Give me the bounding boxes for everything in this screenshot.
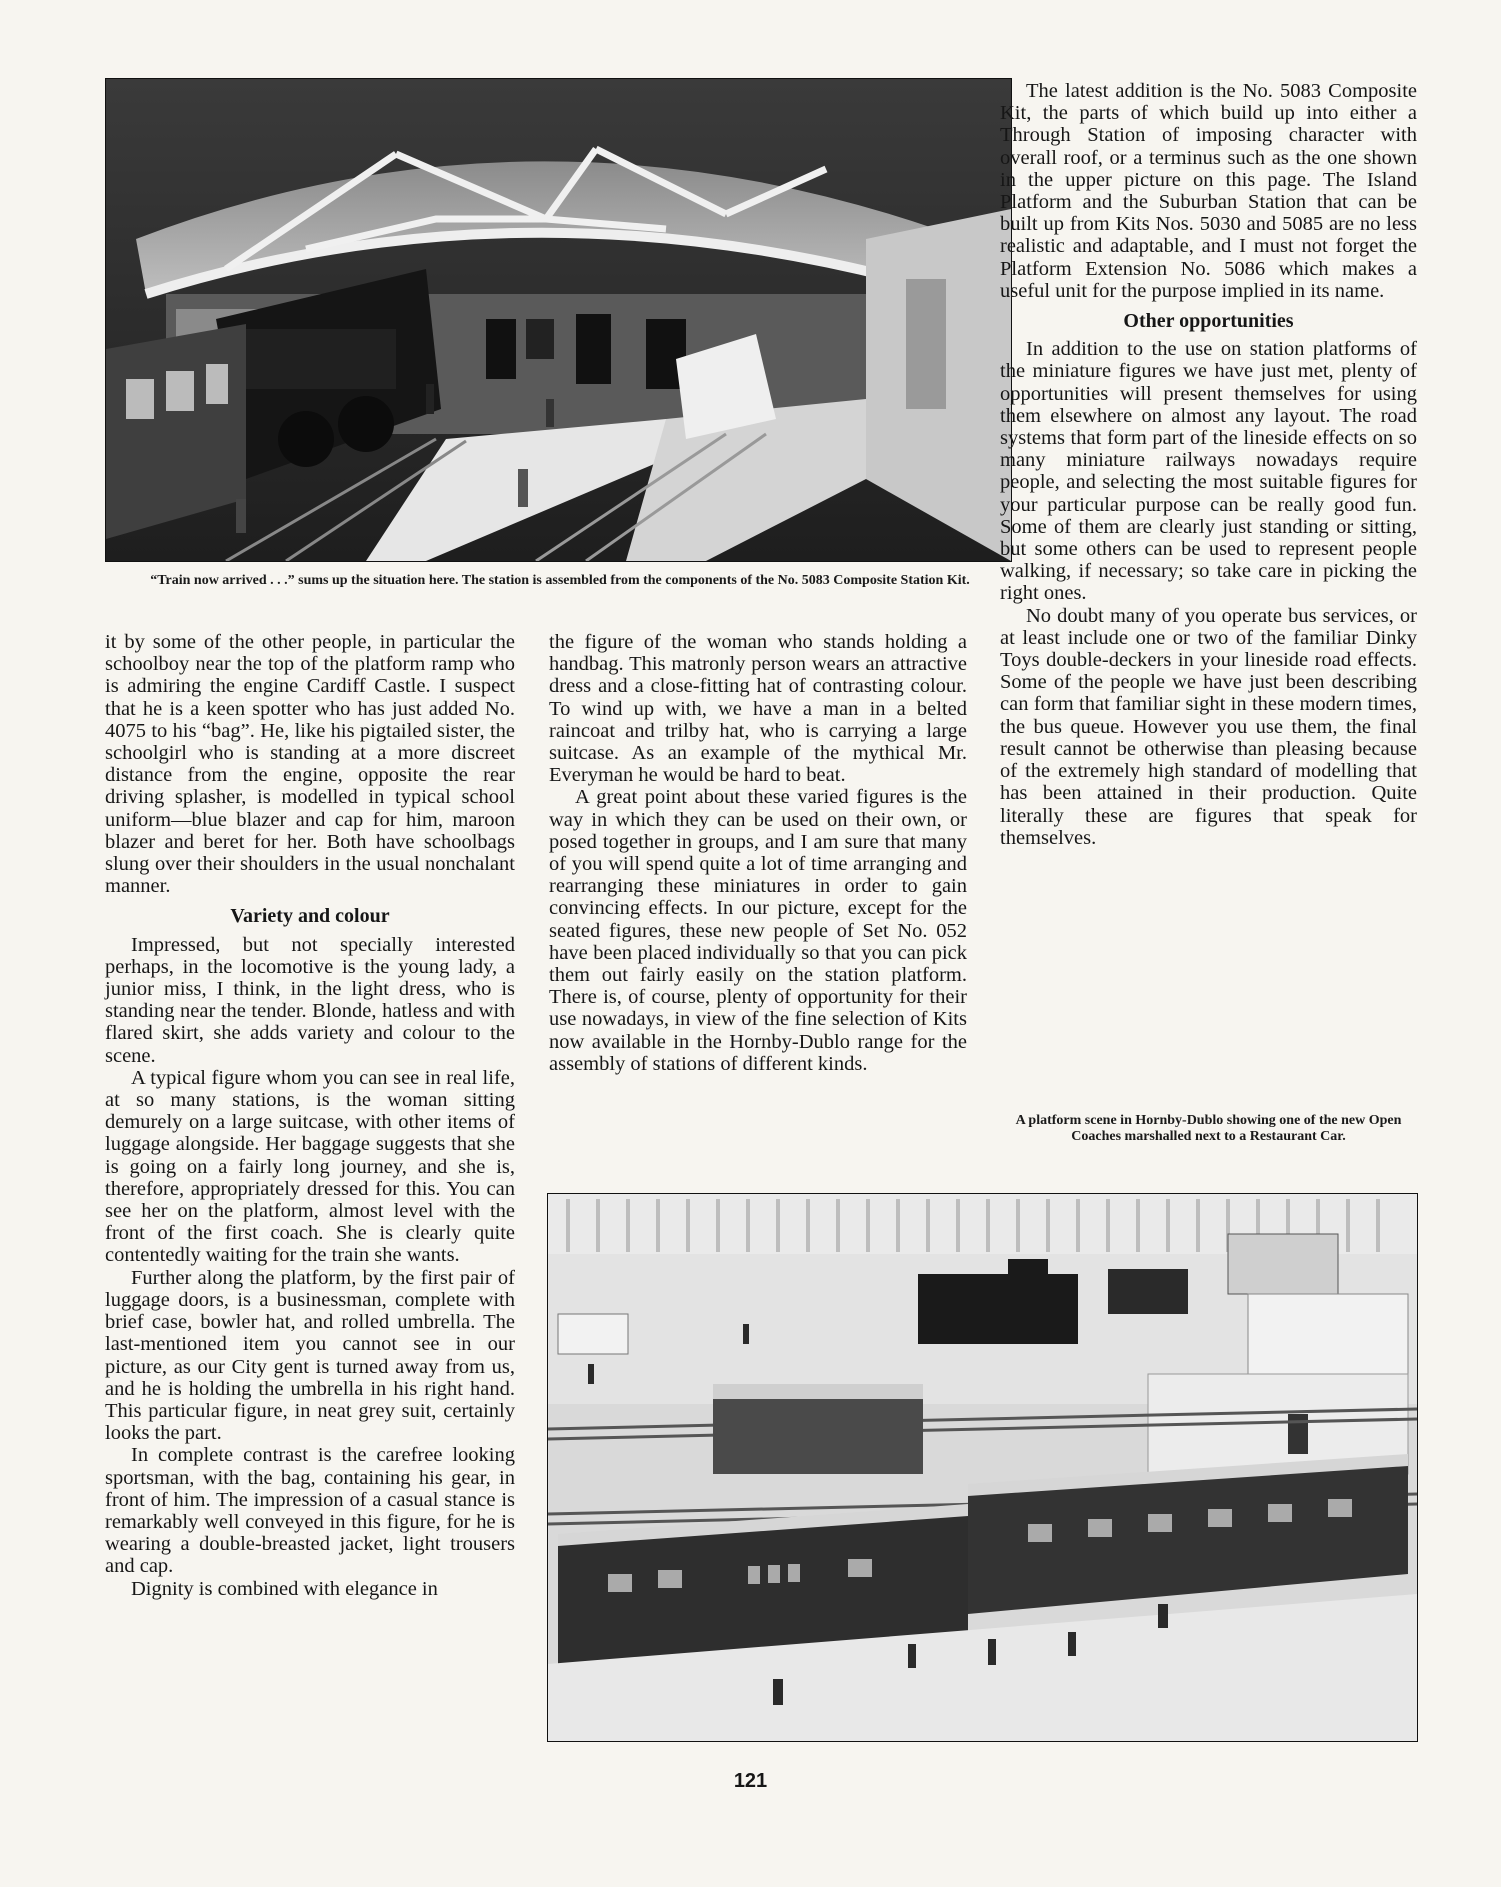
- paragraph: Dignity is combined with elegance in: [131, 1577, 438, 1600]
- bottom-photo-caption: A platform scene in Hornby-Dublo showing one of the new Open Coaches marshalled next to a Restaurant Car.: [1015, 1113, 1402, 1144]
- paragraph: Impressed, but not specially interested perhaps, in the locomotive is the young lady, a junior miss, I think, in the light dress, who is standing near the tender. Blonde, hatless and with flared skirt, she adds variety and colour to the scene.: [105, 933, 515, 1067]
- column-right: [1000, 80, 1417, 849]
- paragraph: the figure of the woman who stands holding a handbag. This matronly person wears an attractive dress and a close-fitting hat of contrasting colour. To wind up with, we have a man in a belted raincoat and trilby hat, who is carrying a large suitcase. As an example of the mythical Mr. Everyman he would be hard to beat.: [549, 631, 967, 787]
- section-heading-variety: Variety and colour: [230, 905, 390, 928]
- paragraph: In complete contrast is the carefree looking sportsman, with the bag, containing his gear, in front of him. The impression of a casual stance is remarkably well conveyed in this figure, for he is wearing a double-breasted jacket, light trousers and cap.: [105, 1444, 515, 1578]
- paragraph: it by some of the other people, in particular the schoolboy near the top of the platform ramp who is admiring the engine Cardiff Castle. I suspect that he is a keen spotter who has just added No. 4075 to his “bag”. He, like his pigtailed sister, the schoolgirl who is standing at a more discreet distance from the engine, opposite the rear driving splasher, is modelled in typical school uniform—blue blazer and cap for him, maroon blazer and beret for her. Both have schoolbags slung over their shoulders in the usual nonchalant manner.: [105, 631, 515, 898]
- column-left: [105, 631, 515, 1600]
- column-middle: [549, 631, 967, 1075]
- paragraph: Further along the platform, by the first pair of luggage doors, is a businessman, complete with brief case, bowler hat, and rolled umbrella. The last-mentioned item you cannot see in our picture, as our City gent is turned away from us, and he is holding the umbrella in his right hand. This particular figure, in neat grey suit, certainly looks the part.: [105, 1266, 515, 1445]
- paragraph: In addition to the use on station platforms of the miniature figures we have just met, plenty of opportunities will present themselves for using them elsewhere on almost any layout. The road systems that form part of the lineside effects on so many miniature railways nowadays require people, and selecting the most suitable figures for your particular purpose can be really good fun. Some of them are clearly just standing or sitting, but some others can be used to represent people walking, if necessary; so take care in picking the right ones.: [1000, 338, 1417, 605]
- paragraph: A typical figure whom you can see in real life, at so many stations, is the woman sitting demurely on a large suitcase, with other items of luggage alongside. Her baggage suggests that she is going on a fairly long journey, and she is, therefore, appropriately dressed for this. You can see her on the platform, almost level with the front of the first coach. She is clearly quite contentedly waiting for the train she wants.: [105, 1066, 515, 1267]
- station-photo: [105, 78, 1012, 562]
- platform-photo-illustration: [548, 1194, 1417, 1741]
- paragraph: No doubt many of you operate bus services, or at least include one or two of the familiar Dinky Toys double-deckers in your lineside road effects. Some of the people we have just been describing can form that familiar sight in these modern times, the bus queue. However you use them, the final result cannot be otherwise than pleasing because of the extremely high standard of modelling that has been attained in their production. Quite literally these are figures that speak for themselves.: [1000, 604, 1417, 849]
- platform-photo: [547, 1193, 1418, 1742]
- paragraph: The latest addition is the No. 5083 Composite Kit, the parts of which build up into either a Through Station of imposing character with overall roof, or a terminus such as the one shown in the upper picture on this page. The Island Platform and the Suburban Station that can be built up from Kits Nos. 5030 and 5085 are no less realistic and adaptable, and I must not forget the Platform Extension No. 5086 which makes a useful unit for the purpose implied in its name.: [1000, 80, 1417, 302]
- section-heading-other: Other opportunities: [1123, 310, 1294, 333]
- paragraph: A great point about these varied figures is the way in which they can be used on their own, or posed together in groups, and I am sure that many of you will spend quite a lot of time arranging and rearranging these miniatures in order to gain convincing effects. In our picture, except for the seated figures, these new people of Set No. 052 have been placed individually so that you can pick them out fairly easily on the station platform. There is, of course, plenty of opportunity for their use nowadays, in view of the fine selection of Kits now available in the Hornby-Dublo range for the assembly of stations of different kinds.: [549, 786, 967, 1075]
- page-number: 121: [733, 1770, 768, 1792]
- station-photo-illustration: [106, 79, 1011, 561]
- top-photo-caption: “Train now arrived . . .” sums up the situation here. The station is assembled from the components of the No. 5083 Composite Station Kit.: [150, 573, 970, 588]
